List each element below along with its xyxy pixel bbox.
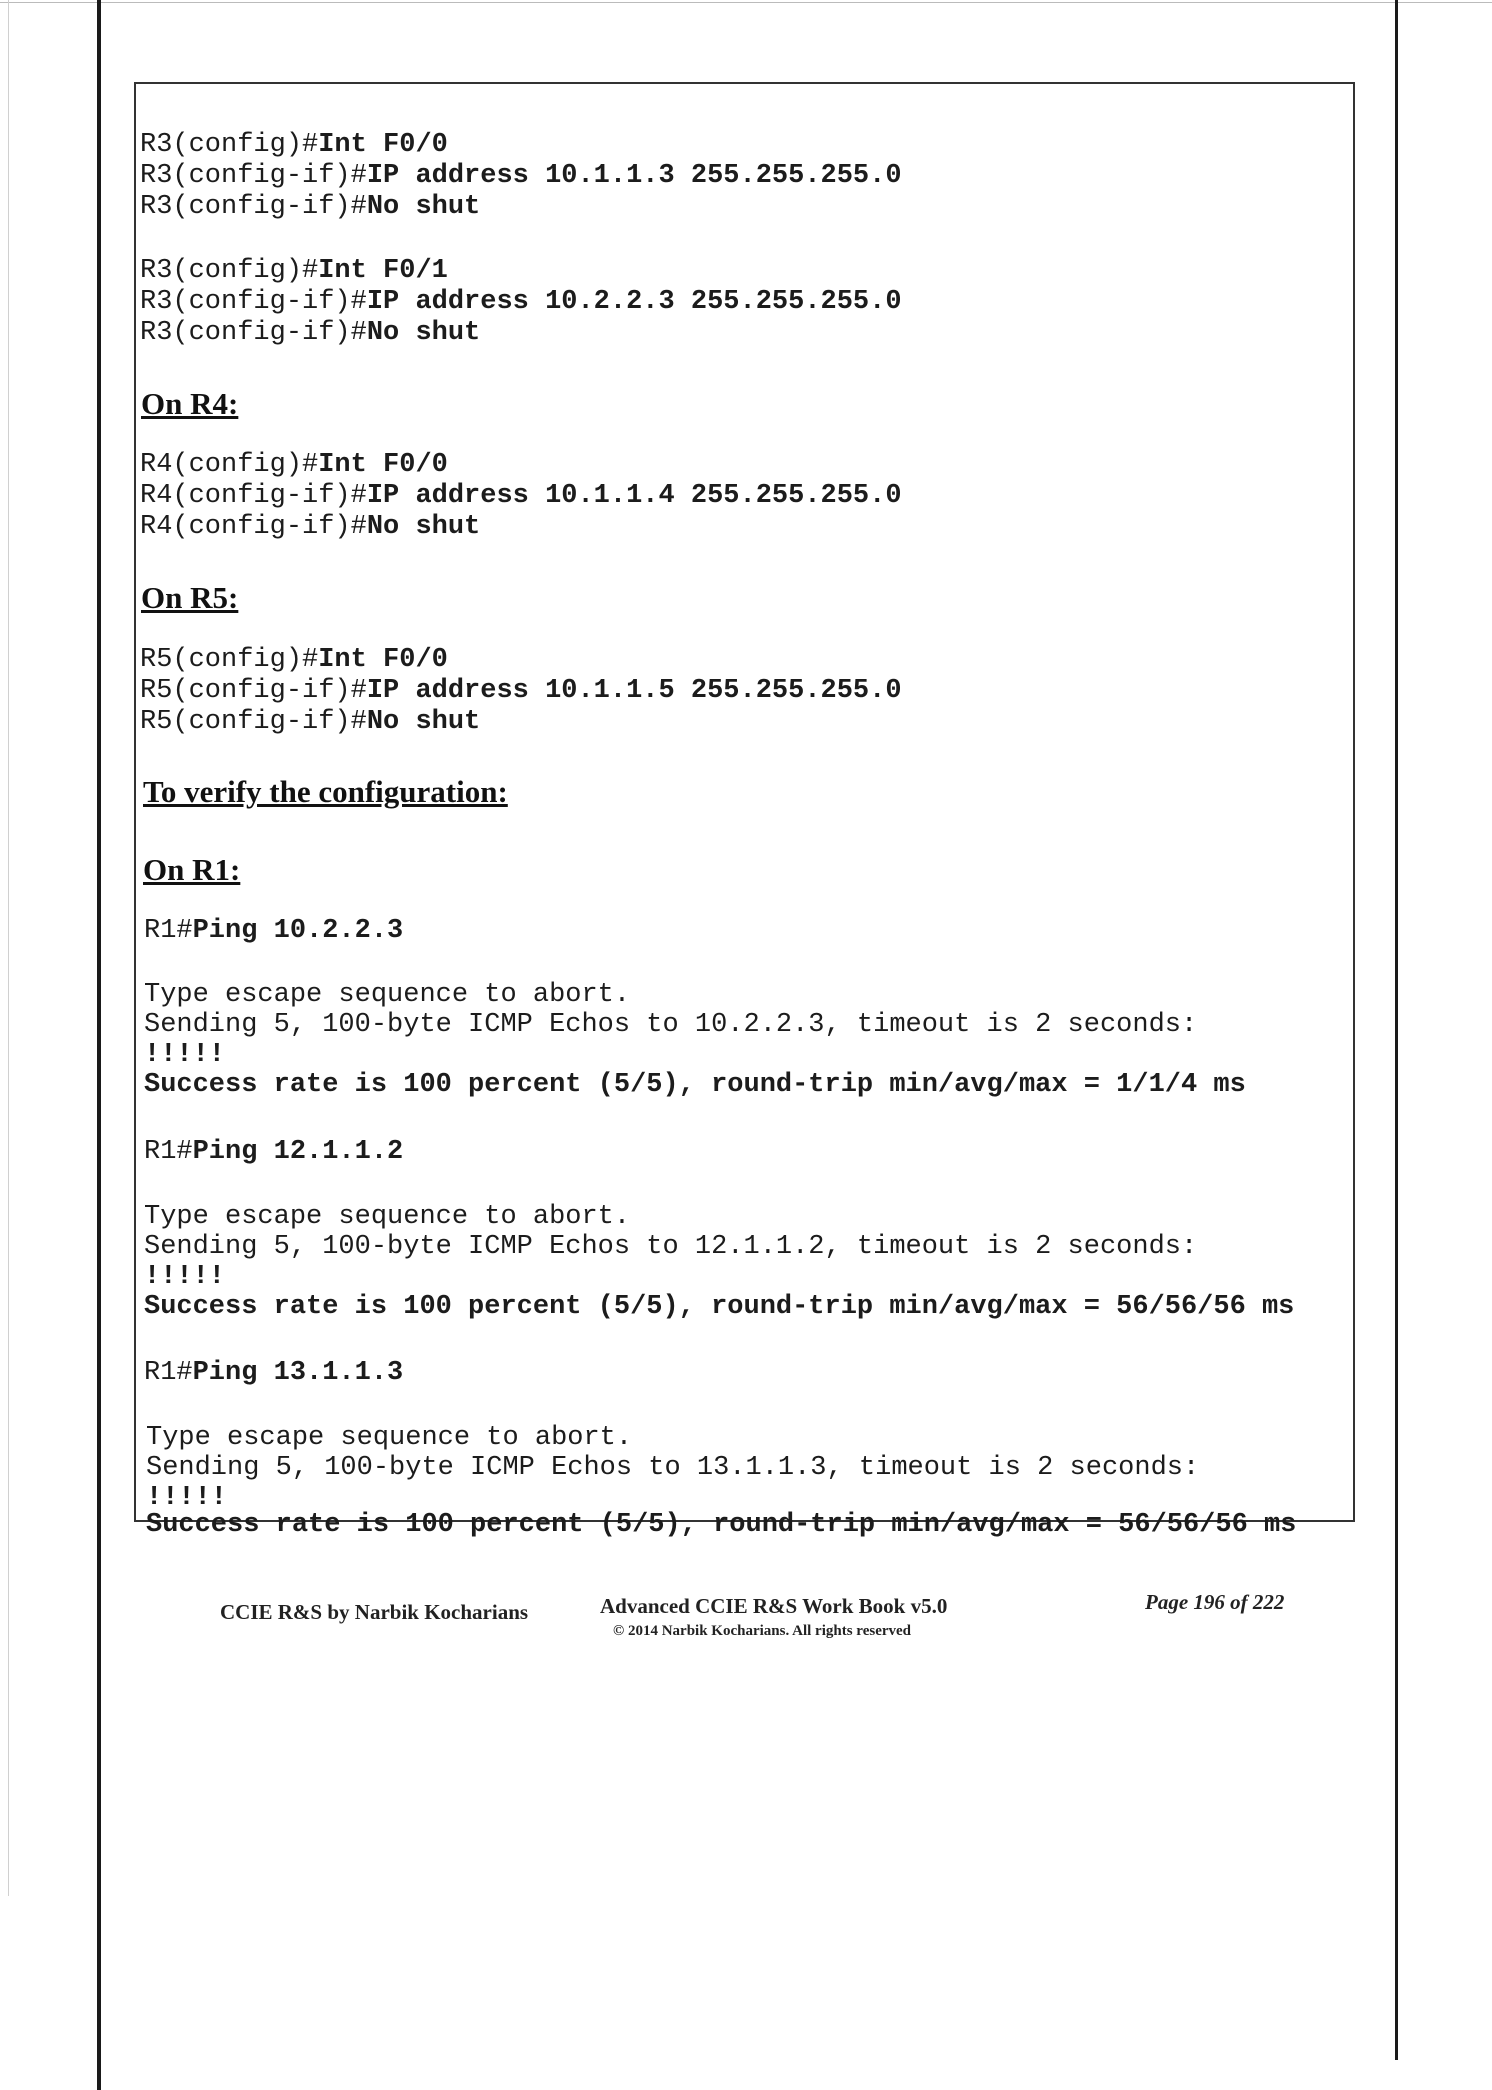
footer-copyright: © 2014 Narbik Kocharians. All rights reserved <box>613 1623 912 1639</box>
ping-3-result: Success rate is 100 percent (5/5), round-trip min/avg/max = 56/56/56 ms <box>146 1510 1297 1540</box>
r3-line-1: R3(config)#Int F0/0 <box>140 130 448 160</box>
ping-2-result: Success rate is 100 percent (5/5), round-trip min/avg/max = 56/56/56 ms <box>144 1292 1295 1322</box>
heading-verify: To verify the configuration: <box>143 774 508 809</box>
footer-author: CCIE R&S by Narbik Kocharians <box>220 1600 529 1624</box>
ping-1-abort: Type escape sequence to abort. <box>144 980 631 1010</box>
ping-1-sending: Sending 5, 100-byte ICMP Echos to 10.2.2.3, timeout is 2 seconds: <box>144 1010 1198 1040</box>
r3-line-4: R3(config)#Int F0/1 <box>140 256 448 286</box>
r3-line-3: R3(config-if)#No shut <box>140 192 481 222</box>
heading-on-r4: On R4: <box>141 386 239 421</box>
footer-book-title: Advanced CCIE R&S Work Book v5.0 <box>600 1594 948 1618</box>
ping-3-command: R1#Ping 13.1.1.3 <box>144 1358 404 1388</box>
ping-2-command: R1#Ping 12.1.1.2 <box>144 1137 404 1167</box>
page-border-left <box>97 0 101 2090</box>
ping-1-marks: !!!!! <box>144 1040 226 1070</box>
ping-2-marks: !!!!! <box>144 1262 226 1292</box>
r3-line-6: R3(config-if)#No shut <box>140 318 481 348</box>
r4-line-1: R4(config)#Int F0/0 <box>140 450 448 480</box>
heading-on-r1: On R1: <box>143 852 241 887</box>
ping-2-abort: Type escape sequence to abort. <box>144 1202 631 1232</box>
ping-1-command: R1#Ping 10.2.2.3 <box>144 916 404 946</box>
ping-3-marks: !!!!! <box>146 1483 228 1513</box>
scan-edge-top <box>0 2 1492 3</box>
r4-line-3: R4(config-if)#No shut <box>140 512 481 542</box>
ping-2-sending: Sending 5, 100-byte ICMP Echos to 12.1.1.2, timeout is 2 seconds: <box>144 1232 1198 1262</box>
ping-3-abort: Type escape sequence to abort. <box>146 1423 633 1453</box>
r5-line-1: R5(config)#Int F0/0 <box>140 645 448 675</box>
heading-on-r5: On R5: <box>141 580 239 615</box>
scan-edge-left <box>8 0 9 1896</box>
r4-line-2: R4(config-if)#IP address 10.1.1.4 255.255.255.0 <box>140 481 902 511</box>
r3-line-5: R3(config-if)#IP address 10.2.2.3 255.255.255.0 <box>140 287 902 317</box>
page-border-right <box>1395 0 1398 2060</box>
ping-3-sending: Sending 5, 100-byte ICMP Echos to 13.1.1.3, timeout is 2 seconds: <box>146 1453 1200 1483</box>
r5-line-2: R5(config-if)#IP address 10.1.1.5 255.255.255.0 <box>140 676 902 706</box>
r5-line-3: R5(config-if)#No shut <box>140 707 481 737</box>
footer-page-number: Page 196 of 222 <box>1145 1590 1285 1614</box>
ping-1-result: Success rate is 100 percent (5/5), round-trip min/avg/max = 1/1/4 ms <box>144 1070 1246 1100</box>
r3-line-2: R3(config-if)#IP address 10.1.1.3 255.255.255.0 <box>140 161 902 191</box>
